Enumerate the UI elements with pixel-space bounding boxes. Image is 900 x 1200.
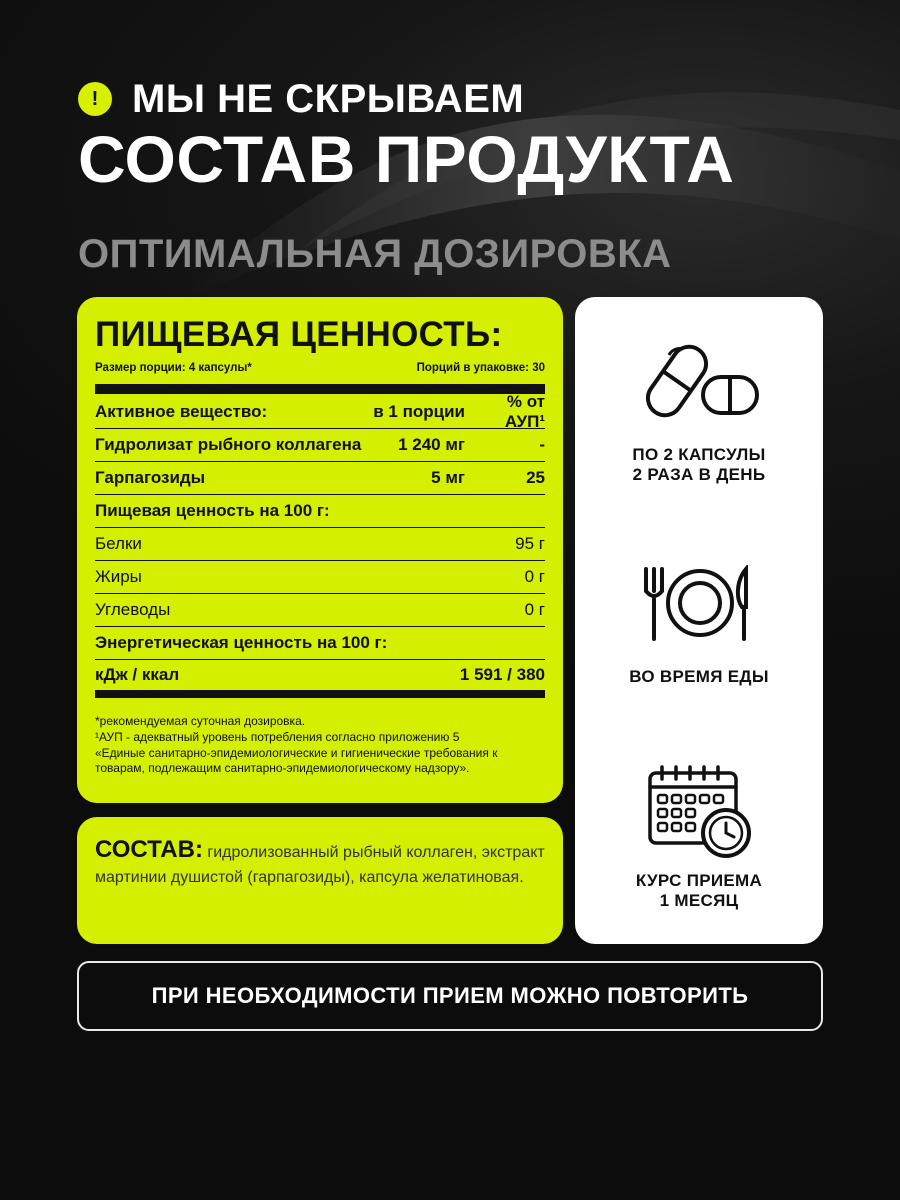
- course-line2: 1 МЕСЯЦ: [659, 890, 739, 910]
- capsules-icon: [639, 341, 759, 421]
- energy-label-row: [95, 627, 545, 660]
- header: [78, 76, 838, 196]
- composition-label: СОСТАВ:: [95, 836, 203, 863]
- header-name: Активное вещество:: [95, 402, 268, 421]
- row-value: 0 г: [524, 567, 545, 586]
- footnote-2: ¹АУП - адекватный уровень потребления согласно приложению 5: [95, 729, 460, 744]
- footnote-3: «Единые санитарно-эпидемиологические и гигиенические требования к: [95, 745, 498, 760]
- subtitle: ОПТИМАЛЬНАЯ ДОЗИРОВКА: [78, 232, 672, 276]
- row-name: Жиры: [95, 567, 142, 586]
- header-line1: МЫ НЕ СКРЫВАЕМ: [132, 76, 525, 121]
- energy-name: кДж / ккал: [95, 665, 180, 684]
- table-row: [95, 462, 545, 495]
- repeat-banner: [77, 961, 823, 1031]
- row-value: 0 г: [524, 600, 545, 619]
- composition-card: [77, 817, 563, 944]
- energy-label: Энергетическая ценность на 100 г:: [95, 633, 388, 652]
- course-line1: КУРС ПРИЕМА: [635, 871, 763, 890]
- meal-text: ВО ВРЕМЯ ЕДЫ: [629, 667, 769, 686]
- row-per-serving: 5 мг: [431, 468, 465, 487]
- table-row: [95, 528, 545, 561]
- serving-info: [95, 362, 545, 374]
- footnote-4: товарам, подлежащим санитарно-эпидемиологическому надзору».: [95, 761, 470, 776]
- row-name: Гидролизат рыбного коллагена: [95, 435, 362, 454]
- row-percent: 25: [526, 468, 545, 487]
- table-row: [95, 561, 545, 594]
- header-line2: СОСТАВ ПРОДУКТА: [78, 122, 735, 196]
- row-value: 95 г: [515, 534, 545, 553]
- row-per-serving: 1 240 мг: [398, 435, 465, 454]
- table-row: [95, 429, 545, 462]
- per100-label-row: [95, 495, 545, 528]
- exclamation-badge-icon: !: [78, 82, 112, 116]
- meal-item: [575, 565, 823, 687]
- per100-label: Пищевая ценность на 100 г:: [95, 501, 330, 520]
- composition-text: гидролизованный рыбный коллаген, экстракт мартинии душистой (гарпагозиды), капсула желатиновая.: [95, 844, 545, 886]
- plate-cutlery-icon: [634, 565, 764, 645]
- table-header-row: [95, 392, 545, 431]
- footnote-1: *рекомендуемая суточная дозировка.: [95, 714, 306, 728]
- footnotes: [95, 714, 545, 777]
- row-percent: -: [539, 435, 545, 454]
- energy-value: 1 591 / 380: [459, 665, 545, 684]
- dosage-item: [575, 341, 823, 484]
- header-per-serving: в 1 порции: [373, 402, 465, 421]
- row-name: Углеводы: [95, 600, 171, 619]
- info-card: [575, 297, 823, 944]
- servings-per-pack: Порций в упаковке: 30: [416, 362, 545, 374]
- dosage-line2: 2 РАЗА В ДЕНЬ: [632, 464, 766, 484]
- nutrition-title: ПИЩЕВАЯ ЦЕННОСТЬ:: [95, 315, 503, 354]
- nutrition-table: [95, 392, 545, 698]
- nutrition-card: [77, 297, 563, 803]
- dosage-line1: ПО 2 КАПСУЛЫ: [632, 445, 766, 464]
- row-name: Гарпагозиды: [95, 468, 206, 487]
- energy-row: [95, 660, 545, 698]
- course-item: [575, 763, 823, 910]
- table-row: [95, 594, 545, 627]
- header-percent: % от АУП¹: [504, 392, 545, 431]
- calendar-clock-icon: [644, 763, 754, 859]
- banner-text: ПРИ НЕОБХОДИМОСТИ ПРИЕМ МОЖНО ПОВТОРИТЬ: [151, 983, 749, 1008]
- serving-size: Размер порции: 4 капсулы*: [95, 362, 252, 374]
- row-name: Белки: [95, 534, 142, 553]
